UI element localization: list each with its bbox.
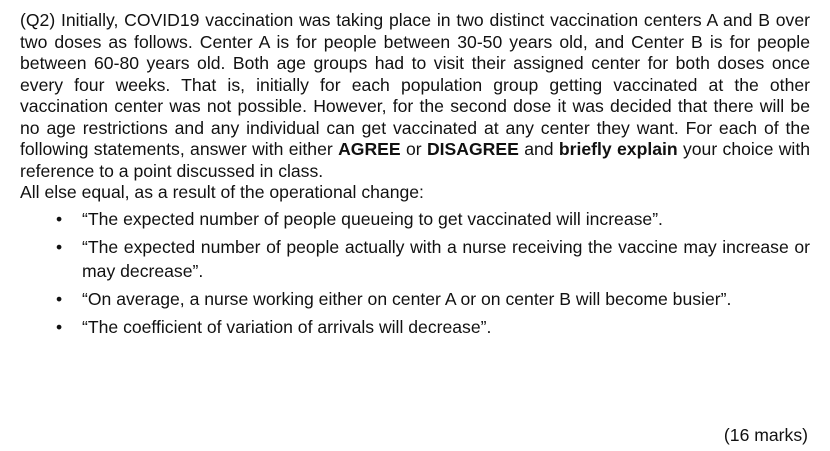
statement-text: “The coefficient of variation of arrivals will decrease”.: [82, 316, 492, 337]
agree-keyword: AGREE: [338, 139, 401, 159]
and-text: and: [518, 139, 559, 159]
list-item: [20, 207, 810, 231]
bullet-icon: •: [56, 208, 63, 229]
list-item: [20, 287, 810, 311]
bullet-icon: •: [56, 236, 63, 257]
statement-list: [20, 207, 810, 339]
lead-in-text: All else equal, as a result of the operational change:: [20, 182, 424, 202]
intro-text: (Q2) Initially, COVID19 vaccination was taking place in two distinct vaccination centers A and B over two doses as follows. Center A is for people between 30-50 years old, and Center B is for people between 60-80 years old. Both age groups had to visit their assigned center for both doses once every four weeks. That is, initially for each population group getting vaccinated at the other vaccination center was not possible. However, for the second dose it was decided that there will be no age restrictions and any individual can get vaccinated at any center they want. For each of the following statements, answer with either: [20, 10, 810, 159]
list-item: [20, 235, 810, 283]
question-intro: [20, 10, 810, 182]
bullet-icon: •: [56, 288, 63, 309]
bullet-icon: •: [56, 316, 63, 337]
statement-text: “On average, a nurse working either on center A or on center B will become busier”.: [82, 288, 732, 309]
marks-label: (16 marks): [723, 425, 808, 445]
list-item: [20, 315, 810, 339]
or-text: or: [400, 139, 427, 159]
disagree-keyword: DISAGREE: [426, 139, 519, 159]
statement-text: “The expected number of people actually with a nurse receiving the vaccine may increase or may decrease”.: [82, 236, 810, 281]
statement-text: “The expected number of people queueing to get vaccinated will increase”.: [82, 208, 663, 229]
briefly-explain-keyword: briefly explain: [558, 139, 678, 159]
intro-text-end: your choice with reference to a point discussed in class.: [20, 139, 810, 181]
